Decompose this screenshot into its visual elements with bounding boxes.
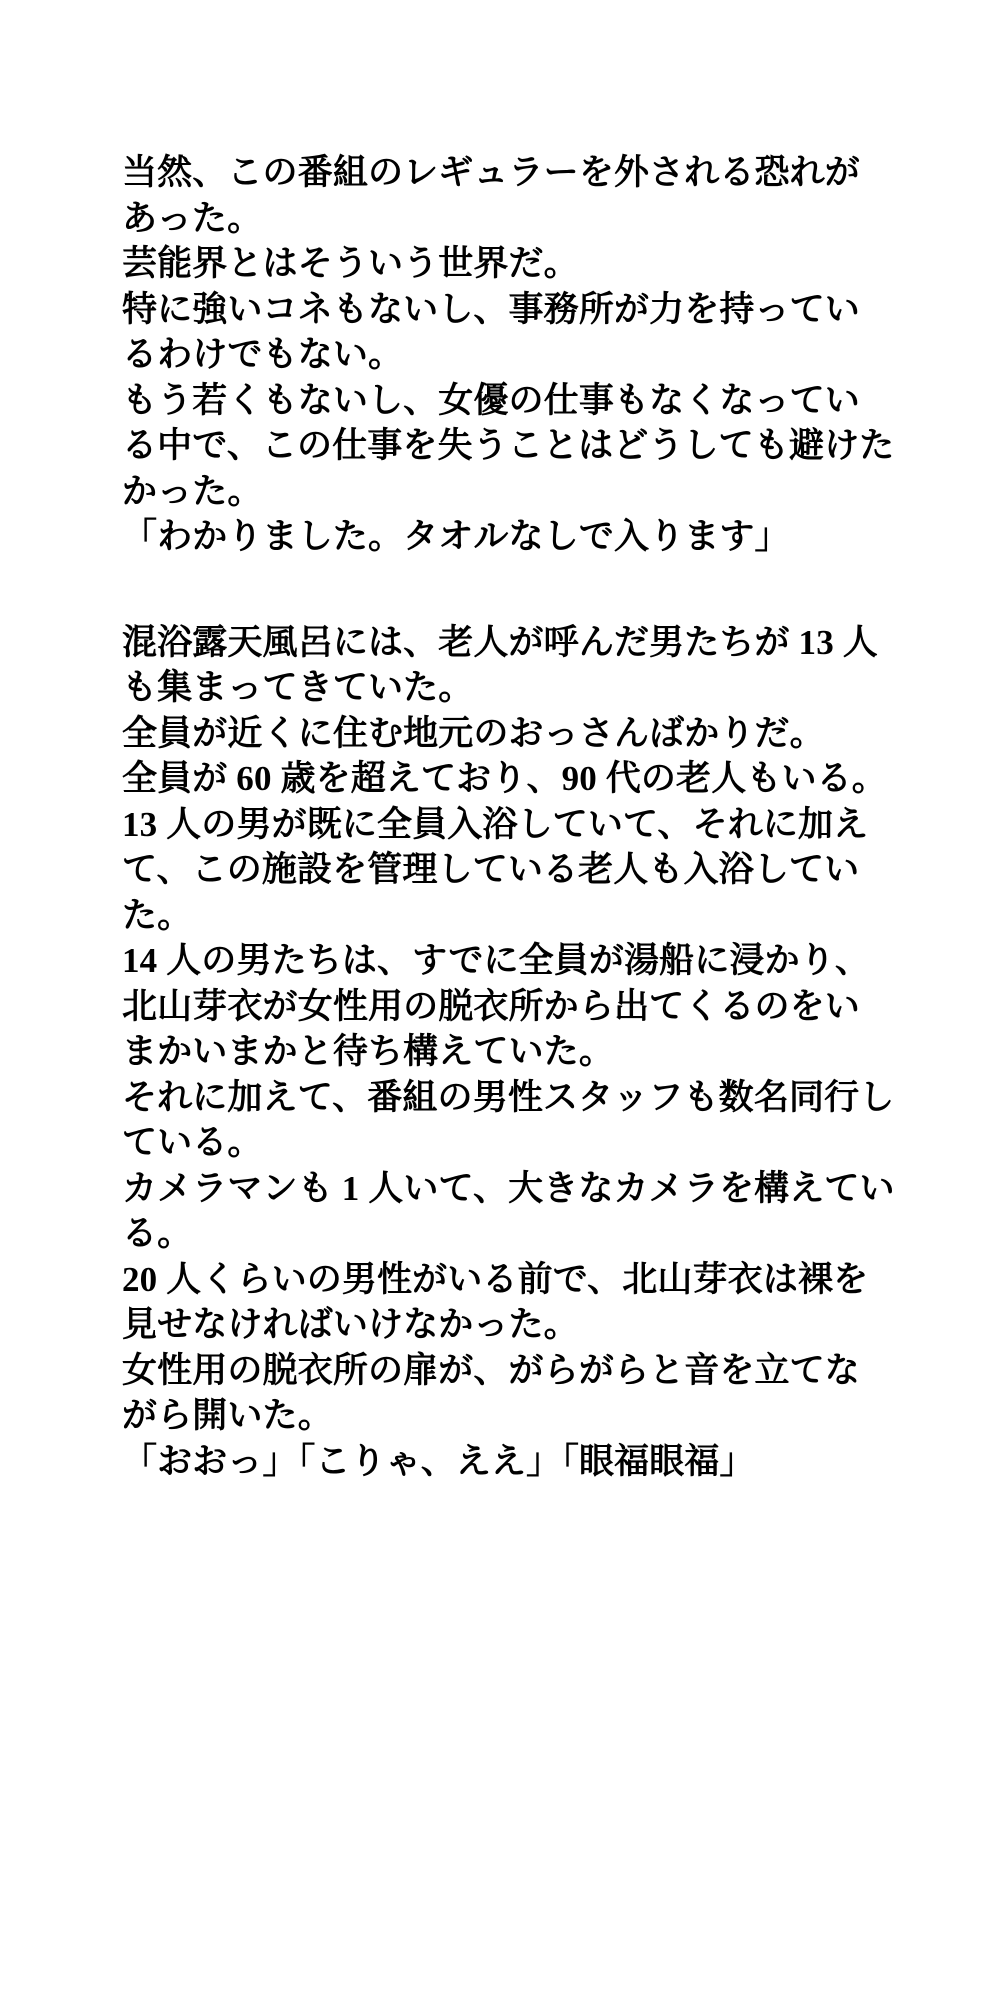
paragraph: カメラマンも 1 人いて、大きなカメラを構えている。 xyxy=(122,1168,895,1253)
paragraph: 全員が近くに住む地元のおっさんばかりだ。 xyxy=(122,713,825,753)
paragraph: 「わかりました。タオルなしで入ります」 xyxy=(122,517,790,556)
paragraph: 「おおっ」「こりゃ、ええ」「眼福眼福」 xyxy=(122,1441,755,1481)
paragraph: それに加えて、番組の男性スタッフも数名同行している。 xyxy=(122,1077,895,1162)
paragraph: 女性用の脱衣所の扉が、がらがらと音を立てながら開いた。 xyxy=(122,1350,860,1435)
paragraph: 全員が 60 歳を超えており、90 代の老人もいる。 xyxy=(122,759,887,798)
text-block-1 xyxy=(122,150,895,560)
paragraph: 混浴露天風呂には、老人が呼んだ男たちが 13 人も集まってきていた。 xyxy=(122,622,878,707)
paragraph: 20 人くらいの男性がいる前で、北山芽衣は裸を見せなければいけなかった。 xyxy=(122,1259,869,1344)
text-block-2 xyxy=(122,620,895,1485)
paragraph-spacer xyxy=(122,560,895,620)
paragraph: 13 人の男が既に全員入浴していて、それに加えて、この施設を管理している老人も入浴していた。 xyxy=(122,804,869,935)
paragraph: もう若くもないし、女優の仕事もなくなっている中で、この仕事を失うことはどうしても避けたかった。 xyxy=(122,380,895,511)
paragraph: 特に強いコネもないし、事務所が力を持っているわけでもない。 xyxy=(122,289,860,374)
paragraph: 当然、この番組のレギュラーを外される恐れがあった。 xyxy=(122,153,860,238)
paragraph: 芸能界とはそういう世界だ。 xyxy=(122,244,579,283)
paragraph: 14 人の男たちは、すでに全員が湯船に浸かり、北山芽衣が女性用の脱衣所から出てくるのをいまかいまかと待ち構えていた。 xyxy=(122,941,871,1071)
